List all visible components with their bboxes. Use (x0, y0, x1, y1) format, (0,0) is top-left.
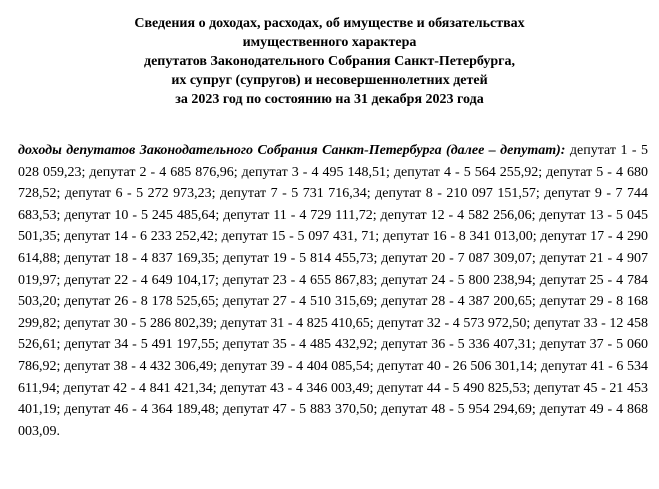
document-title (0, 14, 659, 109)
title-line-3: депутатов Законодательного Собрания Санкт-Петербурга, (143, 54, 515, 69)
title-line-5: за 2023 год по состоянию на 31 декабря 2023 года (175, 92, 484, 107)
income-list: депутат 1 - 5 028 059,23; депутат 2 - 4 685 876,96; депутат 3 - 4 495 148,51; депутат 4 - 5 564 255,92; депутат 5 - 4 680 728,52; депутат 6 - 5 272 973,23; депутат 7 - 5 731 716,34; депутат 8 - 210 097 151,57; депутат 9 - 7 744 683,53; депутат 10 - 5 245 485,64; депутат 11 - 4 729 111,72; депутат 12 - 4 582 256,06; депутат 13 - 5 045 501,35; депутат 14 - 6 233 252,42; депутат 15 - 5 097 431, 71; депутат 16 - 8 341 013,00; депутат 17 - 4 290 614,88; депутат 18 - 4 837 169,35; депутат 19 - 5 814 455,73; депутат 20 - 7 087 309,07; депутат 21 - 4 907 019,97; депутат 22 - 4 649 104,17; депутат 23 - 4 655 867,83; депутат 24 - 5 800 238,94; депутат 25 - 4 784 503,20; депутат 26 - 8 178 525,65; депутат 27 - 4 510 315,69; депутат 28 - 4 387 200,65; депутат 29 - 8 168 299,82; депутат 30 - 5 286 802,39; депутат 31 - 4 825 410,65; депутат 32 - 4 573 972,50; депутат 33 - 12 458 526,61; депутат 34 - 5 491 197,55; депутат 35 - 4 485 432,92; депутат 36 - 5 336 407,31; депутат 37 - 5 060 786,92; депутат 38 - 4 432 306,49; депутат 39 - 4 404 085,54; депутат 40 - 26 506 301,14; депутат 41 - 6 534 611,94; депутат 42 - 4 841 421,34; депутат 43 - 4 346 003,49; депутат 44 - 5 490 825,53; депутат 45 - 21 453 401,19; депутат 46 - 4 364 189,48; депутат 47 - 5 883 370,50; депутат 48 - 5 954 294,69; депутат 49 - 4 868 003,09. (18, 143, 649, 439)
income-paragraph (18, 140, 648, 442)
title-line-1: Сведения о доходах, расходах, об имуществе и обязательствах (134, 16, 525, 31)
title-line-2: имущественного характера (242, 35, 417, 50)
section-heading: доходы депутатов Законодательного Собрания Санкт-Петербурга (далее – депутат): (18, 143, 566, 158)
title-line-4: их супруг (супругов) и несовершеннолетних детей (171, 73, 488, 88)
